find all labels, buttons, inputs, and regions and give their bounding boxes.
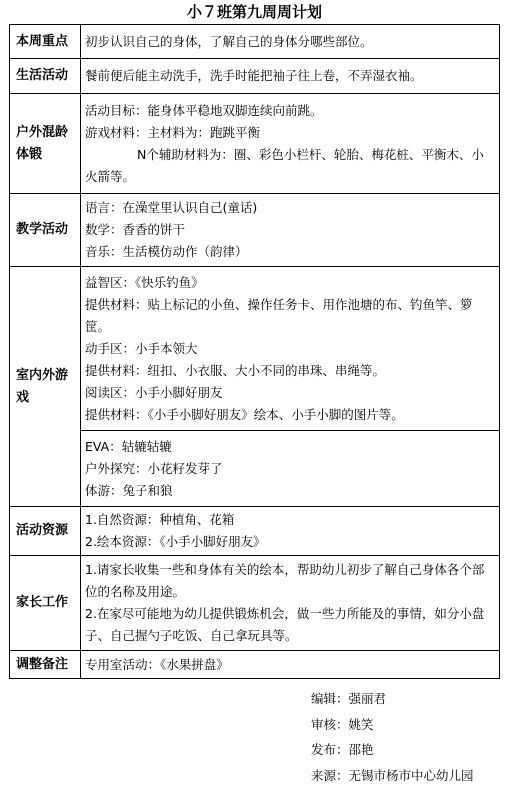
weekly-focus-text: 初步认识自己的身体，了解自己的身体分哪些部位。 (85, 33, 373, 49)
resources-book-text: 2.绘本资源：《小手小脚好朋友》 (85, 534, 266, 549)
games-outdoor-content (81, 431, 500, 507)
row-teaching-activity (10, 194, 500, 267)
weekly-focus-content (81, 25, 500, 59)
teaching-music-text: 音乐：生活模仿动作（韵律） (85, 244, 248, 259)
row-label-outdoor-exercise: 户外混龄体锻 (10, 94, 81, 194)
games-reading-area-text: 阅读区：小手小脚好朋友 (85, 384, 223, 400)
parent-work-content (81, 556, 500, 651)
outdoor-goal-text: 活动目标：能身体平稳地双脚连续向前跳。 (85, 102, 323, 118)
outdoor-aux-material-text: N个辅助材料为：圈、彩色小栏杆、轮胎、梅花桩、平衡木、小火箭等。 (85, 146, 484, 184)
row-label-parent-work: 家长工作 (10, 556, 81, 651)
games-sport-text: 体游：兔子和狼 (85, 482, 173, 498)
credit-publisher: 发布：邵艳 (311, 742, 374, 757)
row-adjust-notes (10, 651, 500, 679)
life-activity-text: 餐前便后能主动洗手，洗手时能把袖子往上卷，不弄湿衣袖。 (85, 68, 423, 83)
credit-editor: 编辑：强丽君 (311, 691, 387, 706)
teaching-language-text: 语言：在澡堂里认识自己(童话) (85, 200, 258, 215)
credit-reviewer: 审核：姚笑 (311, 716, 374, 732)
resources-nature-text: 1.自然资源：种植角、花箱 (85, 512, 235, 527)
row-label-teaching-activity: 教学活动 (10, 194, 81, 267)
row-label-games: 室内外游戏 (10, 267, 81, 507)
row-label-weekly-focus: 本周重点 (10, 25, 81, 59)
games-reading-material-text: 提供材料：《小手小脚好朋友》绘本、小手小脚的图片等。 (85, 406, 404, 422)
games-handcraft-area-text: 动手区：小手本领大 (85, 340, 198, 356)
row-parent-work (10, 556, 500, 651)
row-label-life-activity: 生活活动 (10, 59, 81, 94)
row-weekly-focus (10, 25, 500, 59)
teaching-activity-content (81, 194, 500, 267)
page-title: 小７班第九周周计划 (186, 3, 322, 21)
row-label-activity-resources: 活动资源 (10, 507, 81, 556)
row-activity-resources (10, 507, 500, 556)
activity-resources-content (81, 507, 500, 556)
adjust-notes-text: 专用室活动：《水果拼盘》 (85, 656, 229, 672)
outdoor-main-material-text: 游戏材料：主材料为：跑跳平衡 (85, 124, 261, 140)
teaching-math-text: 数学：香香的饼干 (85, 222, 186, 237)
games-explore-text: 户外探究：小花籽发芽了 (85, 460, 223, 476)
adjust-notes-content (81, 651, 500, 679)
row-games-part2 (10, 431, 500, 507)
games-handcraft-material-text: 提供材料：纽扣、小衣服、大小不同的串珠、串绳等。 (85, 362, 386, 378)
games-puzzle-area-text: 益智区：《快乐钓鱼》 (85, 274, 204, 290)
parent-work-item-1: 1.请家长收集一些和身体有关的绘本，帮助幼儿初步了解自己身体各个部位的名称及用途。 (85, 562, 485, 599)
parent-work-item-2: 2.在家尽可能地为幼儿提供锻炼机会，做一些力所能及的事情，如分小盘子、自己握勺子吃饭、自己拿玩具等。 (85, 606, 485, 643)
row-games-part1 (10, 267, 500, 431)
outdoor-exercise-content (81, 94, 500, 194)
games-area-content (81, 267, 500, 431)
row-label-adjust-notes: 调整备注 (10, 651, 81, 679)
life-activity-content (81, 59, 500, 94)
credits-block (311, 686, 474, 788)
row-outdoor-exercise (10, 94, 500, 194)
row-life-activity (10, 59, 500, 94)
weekly-plan-table (9, 24, 500, 679)
games-puzzle-material-text: 提供材料：贴上标记的小鱼、操作任务卡、用作池塘的布、钓鱼竿、箩筐。 (85, 296, 473, 334)
games-eva-text: EVA：轱辘轱辘 (85, 438, 172, 454)
credit-source: 来源：无锡市杨市中心幼儿园 (311, 767, 474, 783)
